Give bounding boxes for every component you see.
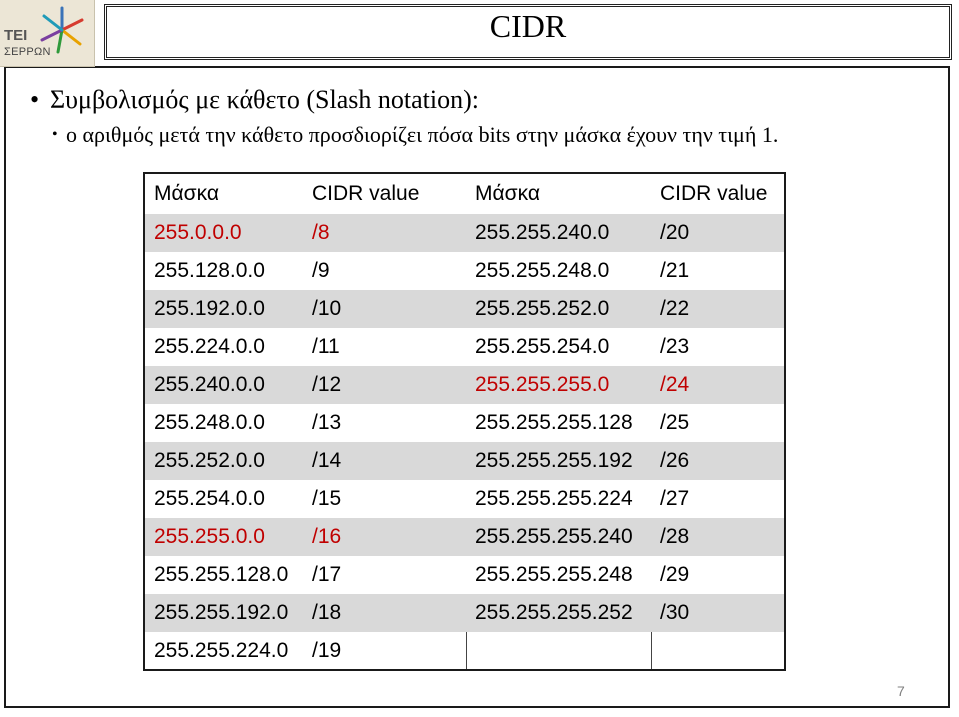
cidr-cell: /26 [651,442,785,480]
mask-cell: 255.255.192.0 [144,594,303,632]
table-row [144,328,785,366]
mask-cell: 255.255.128.0 [144,556,303,594]
page-number: 7 [897,683,905,699]
logo [0,0,95,67]
logo-subtext: ΣΕΡΡΩΝ [4,46,51,58]
cidr-cell: /13 [303,404,466,442]
mask-cell: 255.255.254.0 [466,328,651,366]
header-mask-2: Μάσκα [475,182,540,205]
table-row [144,632,785,670]
mask-cell: 255.192.0.0 [144,290,303,328]
bullet-main-text: Συμβολισμός με κάθετο (Slash notation): [50,85,479,114]
table-row [144,480,785,518]
table-row [144,518,785,556]
mask-cell: 255.255.240.0 [466,214,651,252]
bullet-sub-text: ο αριθμός μετά την κάθετο προσδιορίζει πόσα bits στην μάσκα έχουν την τιμή 1. [66,122,779,147]
mask-cell: 255.255.255.0 [466,366,651,404]
cidr-cell: /8 [303,214,466,252]
cidr-cell: /29 [651,556,785,594]
table-row [144,290,785,328]
cidr-table [143,172,786,671]
empty-cell [466,632,651,670]
mask-cell: 255.255.255.252 [466,594,651,632]
cidr-cell: /18 [303,594,466,632]
bullet-main [30,85,479,115]
logo-text: TEI [4,27,28,44]
mask-cell: 255.255.255.248 [466,556,651,594]
slide-title: CIDR [489,8,567,44]
cidr-cell: /24 [651,366,785,404]
cidr-cell: /23 [651,328,785,366]
mask-cell: 255.255.252.0 [466,290,651,328]
mask-cell: 255.0.0.0 [144,214,303,252]
table-row [144,214,785,252]
bullet-sub [52,122,778,148]
cidr-cell: /27 [651,480,785,518]
cidr-cell: /28 [651,518,785,556]
mask-cell: 255.255.255.240 [466,518,651,556]
header-mask-1: Μάσκα [154,182,219,205]
mask-cell: 255.224.0.0 [144,328,303,366]
table-row [144,442,785,480]
mask-cell: 255.240.0.0 [144,366,303,404]
cidr-cell: /19 [303,632,466,670]
mask-cell: 255.255.248.0 [466,252,651,290]
table-row [144,404,785,442]
mask-cell: 255.255.0.0 [144,518,303,556]
cidr-cell: /21 [651,252,785,290]
cidr-cell: /25 [651,404,785,442]
mask-cell: 255.128.0.0 [144,252,303,290]
mask-cell: 255.255.224.0 [144,632,303,670]
table-row [144,594,785,632]
cidr-cell: /22 [651,290,785,328]
table-row [144,252,785,290]
cidr-cell: /12 [303,366,466,404]
cidr-cell: /30 [651,594,785,632]
bullet-icon: • [30,85,40,114]
cidr-cell: /10 [303,290,466,328]
header-cidr-2: CIDR value [660,182,768,205]
mask-cell: 255.254.0.0 [144,480,303,518]
table-header-row [144,173,785,214]
header-cidr-1: CIDR value [312,182,420,205]
cidr-cell: /14 [303,442,466,480]
bullet-icon: • [52,126,58,143]
cidr-cell: /20 [651,214,785,252]
cidr-cell: /16 [303,518,466,556]
table-row [144,366,785,404]
mask-cell: 255.252.0.0 [144,442,303,480]
cidr-cell: /15 [303,480,466,518]
empty-cell [651,632,785,670]
cidr-cell: /11 [303,328,466,366]
mask-cell: 255.255.255.192 [466,442,651,480]
mask-cell: 255.248.0.0 [144,404,303,442]
mask-cell: 255.255.255.224 [466,480,651,518]
cidr-cell: /9 [303,252,466,290]
table-row [144,556,785,594]
mask-cell: 255.255.255.128 [466,404,651,442]
cidr-cell: /17 [303,556,466,594]
